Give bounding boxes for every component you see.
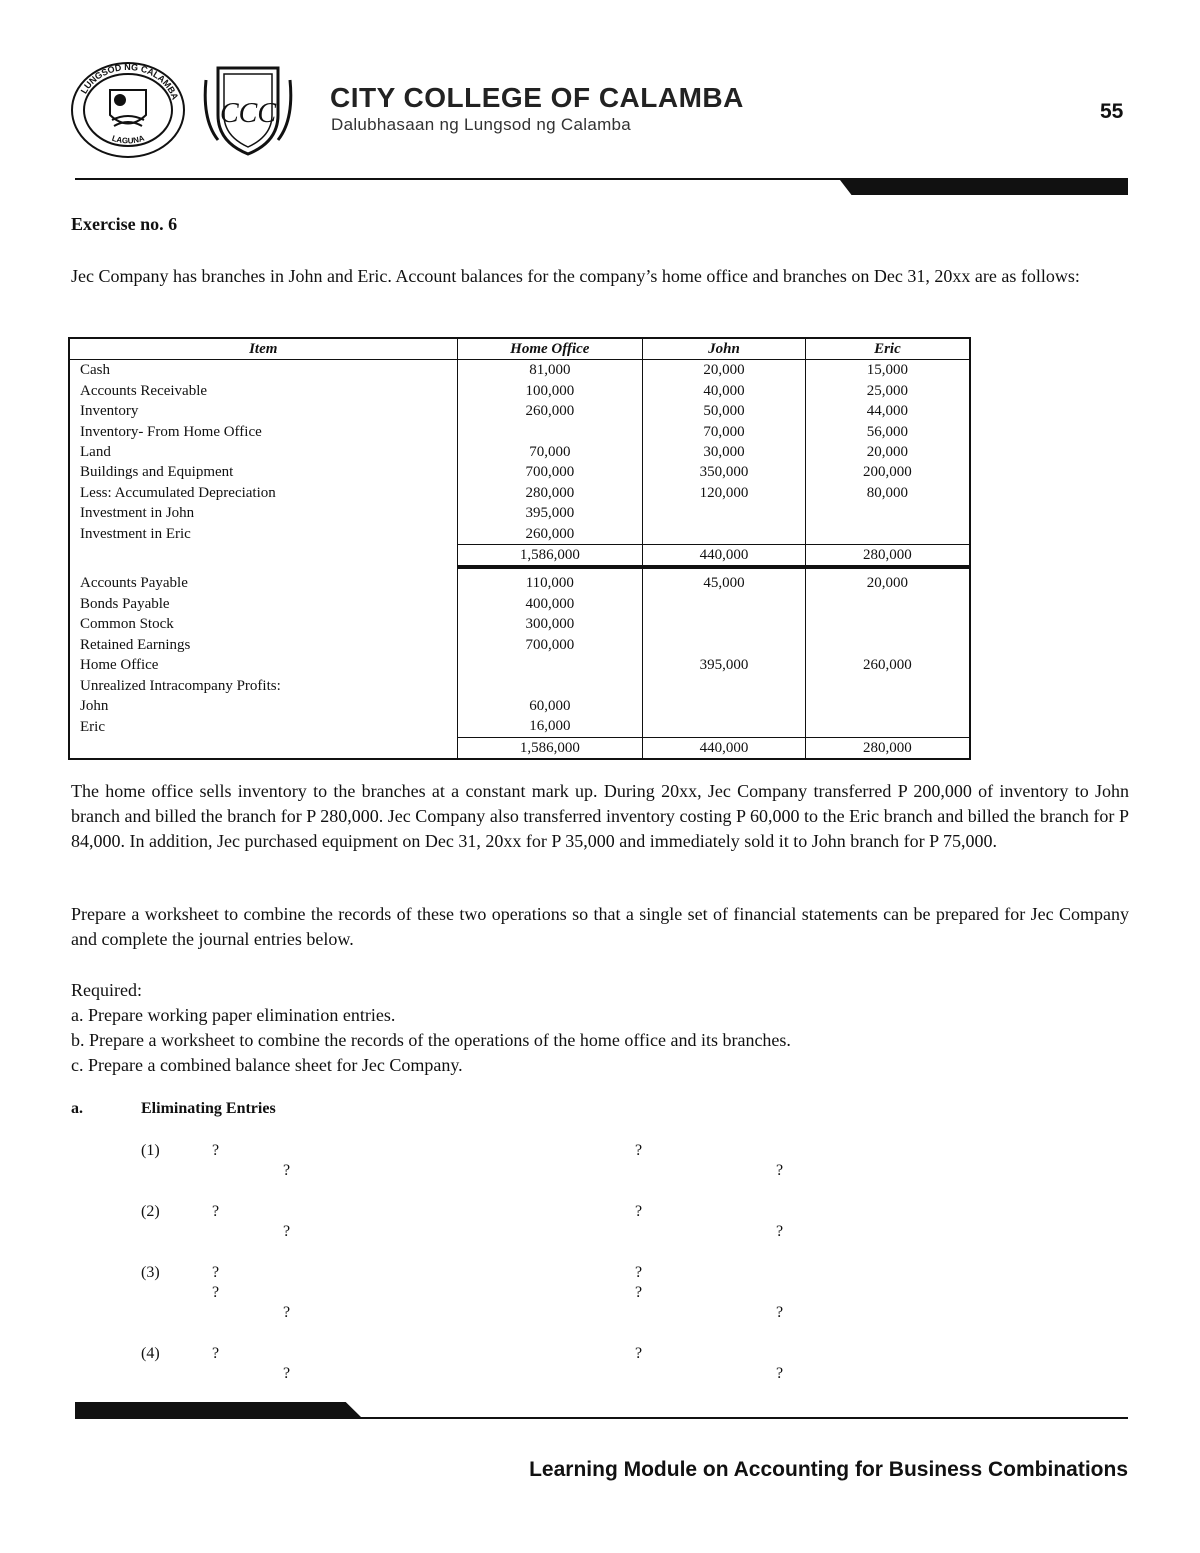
table-row: [69, 716, 970, 737]
entry-credit-amount: ?: [776, 1162, 784, 1179]
table-row: [69, 483, 970, 503]
value-cell: 70,000: [457, 442, 643, 462]
entry-credit-amount: ?: [776, 1223, 784, 1240]
problem-description: The home office sells inventory to the branches at a constant mark up. During 20xx, Jec Company transferred P 200,000 of inventory to John branch and billed the branch for P 280,000. Jec Company also transferred inventory costing P 60,000 to the Eric branch and billed the branch for P 84,000. In addition, Jec purchased equipment on Dec 31, 20xx for P 35,000 and immediately sold it to John branch for P 75,000.: [71, 781, 1129, 851]
header-home-office: Home Office: [457, 338, 643, 360]
value-cell: 300,000: [457, 614, 643, 634]
entry-debit-account: ?: [212, 1142, 220, 1159]
page-number: 55: [1100, 100, 1124, 123]
item-cell: Common Stock: [80, 616, 174, 633]
entry-debit-amount: ?: [635, 1142, 643, 1159]
entry-credit-amount: ?: [776, 1304, 784, 1321]
table-row: [69, 614, 970, 634]
table-row: [69, 442, 970, 462]
value-cell: [643, 503, 806, 523]
table-row: [69, 503, 970, 523]
item-cell: Inventory- From Home Office: [80, 423, 262, 440]
item-cell: Bonds Payable: [80, 595, 170, 612]
value-cell: 44,000: [805, 401, 970, 421]
value-cell: [805, 676, 970, 696]
footer-title: Learning Module on Accounting for Business Combinations: [529, 1458, 1128, 1481]
value-cell: [643, 524, 806, 545]
value-cell: 70,000: [643, 422, 806, 442]
value-cell: 120,000: [643, 483, 806, 503]
total-cell: 280,000: [805, 737, 970, 759]
total-cell: 440,000: [643, 737, 806, 759]
entry-debit-amount: ?: [635, 1264, 643, 1281]
required-section: [71, 978, 791, 1078]
value-cell: 56,000: [805, 422, 970, 442]
value-cell: 260,000: [457, 401, 643, 421]
entry-debit-amount: ?: [635, 1203, 643, 1220]
footer-rule: [75, 1417, 1128, 1419]
entry-credit-account: ?: [283, 1162, 291, 1179]
value-cell: [457, 676, 643, 696]
required-item: b. Prepare a worksheet to combine the records of the operations of the home office and its branches.: [71, 1030, 791, 1050]
item-cell: Eric: [80, 718, 105, 735]
entry-credit-account: ?: [283, 1223, 291, 1240]
value-cell: [457, 655, 643, 675]
city-seal-logo: [68, 60, 188, 160]
header-rule: [75, 178, 1128, 180]
college-name: CITY COLLEGE OF CALAMBA: [330, 82, 744, 113]
value-cell: [805, 716, 970, 737]
table-row: [69, 381, 970, 401]
table-row: [69, 635, 970, 655]
value-cell: [643, 635, 806, 655]
value-cell: [805, 524, 970, 545]
item-cell: Investment in Eric: [80, 525, 191, 542]
entry-debit-account: ?: [212, 1203, 220, 1220]
account-balances-table: [68, 337, 971, 760]
table-row: [69, 360, 970, 381]
total-cell: 1,586,000: [457, 545, 643, 568]
entry-label: (3): [141, 1264, 160, 1281]
entry-debit-account: ?: [212, 1284, 220, 1301]
value-cell: 700,000: [457, 635, 643, 655]
value-cell: 395,000: [643, 655, 806, 675]
value-cell: 80,000: [805, 483, 970, 503]
table-row: [69, 573, 970, 593]
value-cell: 81,000: [457, 360, 643, 381]
value-cell: 260,000: [805, 655, 970, 675]
value-cell: [643, 696, 806, 716]
required-item: c. Prepare a combined balance sheet for Jec Company.: [71, 1055, 463, 1075]
value-cell: 110,000: [457, 573, 643, 593]
value-cell: [457, 422, 643, 442]
value-cell: 15,000: [805, 360, 970, 381]
table-row: [69, 655, 970, 675]
assets-total-row: [69, 545, 970, 568]
item-cell: John: [80, 697, 109, 714]
header-eric: Eric: [805, 338, 970, 360]
liabilities-total-row: [69, 737, 970, 759]
header-item: Item: [69, 338, 457, 360]
value-cell: 700,000: [457, 462, 643, 482]
entry-credit-account: ?: [283, 1365, 291, 1382]
instructions: Prepare a worksheet to combine the records of these two operations so that a single set of financial statements can be prepared for Jec Company and complete the journal entries below.: [71, 904, 1129, 949]
svg-text:LAGUNA: [111, 134, 146, 146]
table-row: [69, 594, 970, 614]
value-cell: 25,000: [805, 381, 970, 401]
item-cell: Land: [80, 444, 111, 461]
value-cell: 100,000: [457, 381, 643, 401]
total-cell: 440,000: [643, 545, 806, 568]
value-cell: [805, 635, 970, 655]
table-row: [69, 422, 970, 442]
value-cell: 260,000: [457, 524, 643, 545]
college-subtitle: Dalubhasaan ng Lungsod ng Calamba: [331, 115, 632, 134]
item-cell: Less: Accumulated Depreciation: [80, 484, 276, 501]
total-label-cell: [69, 737, 457, 759]
entry-debit-amount: ?: [635, 1284, 643, 1301]
value-cell: 395,000: [457, 503, 643, 523]
value-cell: 20,000: [643, 360, 806, 381]
entry-label: (4): [141, 1345, 160, 1362]
entry-credit-amount: ?: [776, 1365, 784, 1382]
value-cell: 45,000: [643, 573, 806, 593]
total-label-cell: [69, 545, 457, 568]
value-cell: 20,000: [805, 573, 970, 593]
value-cell: 200,000: [805, 462, 970, 482]
item-cell: Inventory: [80, 403, 139, 420]
table-row: [69, 462, 970, 482]
shield-monogram: CCC: [219, 98, 277, 129]
item-cell: Home Office: [80, 657, 159, 674]
header-john: John: [643, 338, 806, 360]
value-cell: [805, 614, 970, 634]
entry-credit-account: ?: [283, 1304, 291, 1321]
value-cell: 280,000: [457, 483, 643, 503]
entry-debit-account: ?: [212, 1345, 220, 1362]
exercise-title: Exercise no. 6: [71, 214, 178, 234]
required-label: Required:: [71, 980, 142, 1000]
value-cell: [643, 716, 806, 737]
item-cell: Investment in John: [80, 505, 195, 522]
item-cell: Cash: [80, 362, 110, 379]
table-row: [69, 401, 970, 421]
value-cell: 50,000: [643, 401, 806, 421]
seal-text-bottom: LAGUNA: [110, 133, 146, 146]
item-cell: Retained Earnings: [80, 636, 191, 653]
table-row: [69, 524, 970, 545]
table-header-row: [69, 338, 970, 360]
entry-label: (1): [141, 1142, 160, 1159]
college-shield-logo: [198, 60, 298, 160]
value-cell: 350,000: [643, 462, 806, 482]
table-row: [69, 696, 970, 716]
seal-text-top: LUNGSOD NG CALAMBA: [78, 61, 181, 102]
svg-text:LUNGSOD NG CALAMBA: [79, 62, 181, 102]
value-cell: [643, 676, 806, 696]
value-cell: 30,000: [643, 442, 806, 462]
header-bar: [840, 180, 1128, 195]
exercise-intro: Jec Company has branches in John and Eric. Account balances for the company’s home office and branches on Dec 31, 20xx are as follows:: [71, 266, 1080, 286]
item-cell: Buildings and Equipment: [80, 464, 234, 481]
value-cell: 400,000: [457, 594, 643, 614]
value-cell: 16,000: [457, 716, 643, 737]
value-cell: [805, 696, 970, 716]
entry-label: (2): [141, 1203, 160, 1220]
entry-debit-amount: ?: [635, 1345, 643, 1362]
value-cell: 20,000: [805, 442, 970, 462]
item-cell: Accounts Receivable: [80, 382, 208, 399]
value-cell: [643, 594, 806, 614]
total-cell: 1,586,000: [457, 737, 643, 759]
entry-debit-account: ?: [212, 1264, 220, 1281]
section-title: Eliminating Entries: [141, 1100, 276, 1117]
value-cell: [805, 503, 970, 523]
total-cell: 280,000: [805, 545, 970, 568]
table-row: [69, 676, 970, 696]
value-cell: 60,000: [457, 696, 643, 716]
section-letter: a.: [71, 1100, 83, 1117]
value-cell: 40,000: [643, 381, 806, 401]
value-cell: [805, 594, 970, 614]
value-cell: [643, 614, 806, 634]
item-cell: Unrealized Intracompany Profits:: [80, 677, 281, 694]
item-cell: Accounts Payable: [80, 575, 188, 592]
required-item: a. Prepare working paper elimination entries.: [71, 1005, 396, 1025]
